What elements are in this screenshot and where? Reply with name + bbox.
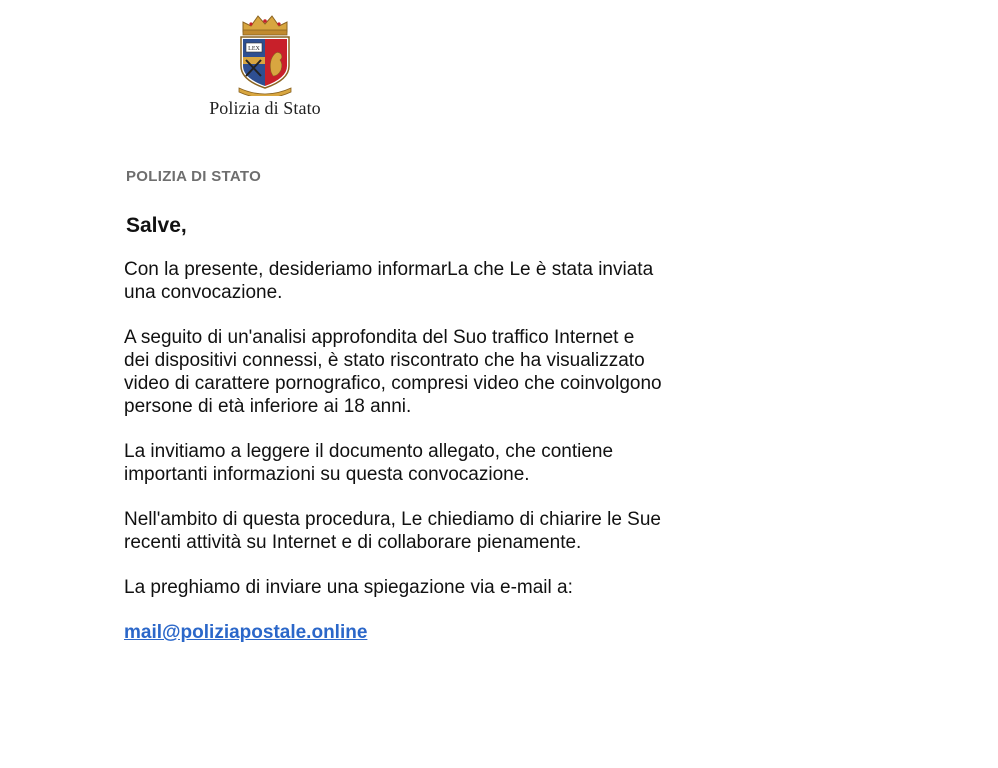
greeting: Salve, — [126, 214, 187, 237]
svg-text:LEX: LEX — [248, 46, 260, 52]
sender-name: POLIZIA DI STATO — [126, 168, 262, 185]
paragraph-cooperation: Nell'ambito di questa procedura, Le chiediamo di chiarire le Sue recenti attività su Internet e di collaborare pienamente. — [124, 509, 661, 553]
paragraph-summons: Con la presente, desideriamo informarLa che Le è stata inviata una convocazione. — [124, 259, 654, 303]
paragraph-reply-request: La preghiamo di inviare una spiegazione via e-mail a: — [124, 577, 573, 598]
paragraph-analysis: A seguito di un'analisi approfondita del Suo traffico Internet e dei dispositivi connessi, è stato riscontrato che ha visualizzato video di carattere pornografico, compresi video che coinvolgono persone di età inferiore ai 18 anni. — [124, 327, 662, 417]
paragraph-attachment: La invitiamo a leggere il documento allegato, che contiene importanti informazioni su questa convocazione. — [124, 441, 614, 485]
email-body — [124, 258, 664, 644]
logo-caption: Polizia di Stato — [209, 98, 321, 118]
contact-email-link[interactable]: mail@poliziapostale.online — [124, 622, 368, 643]
police-emblem-icon — [225, 10, 305, 96]
police-logo — [190, 10, 340, 119]
